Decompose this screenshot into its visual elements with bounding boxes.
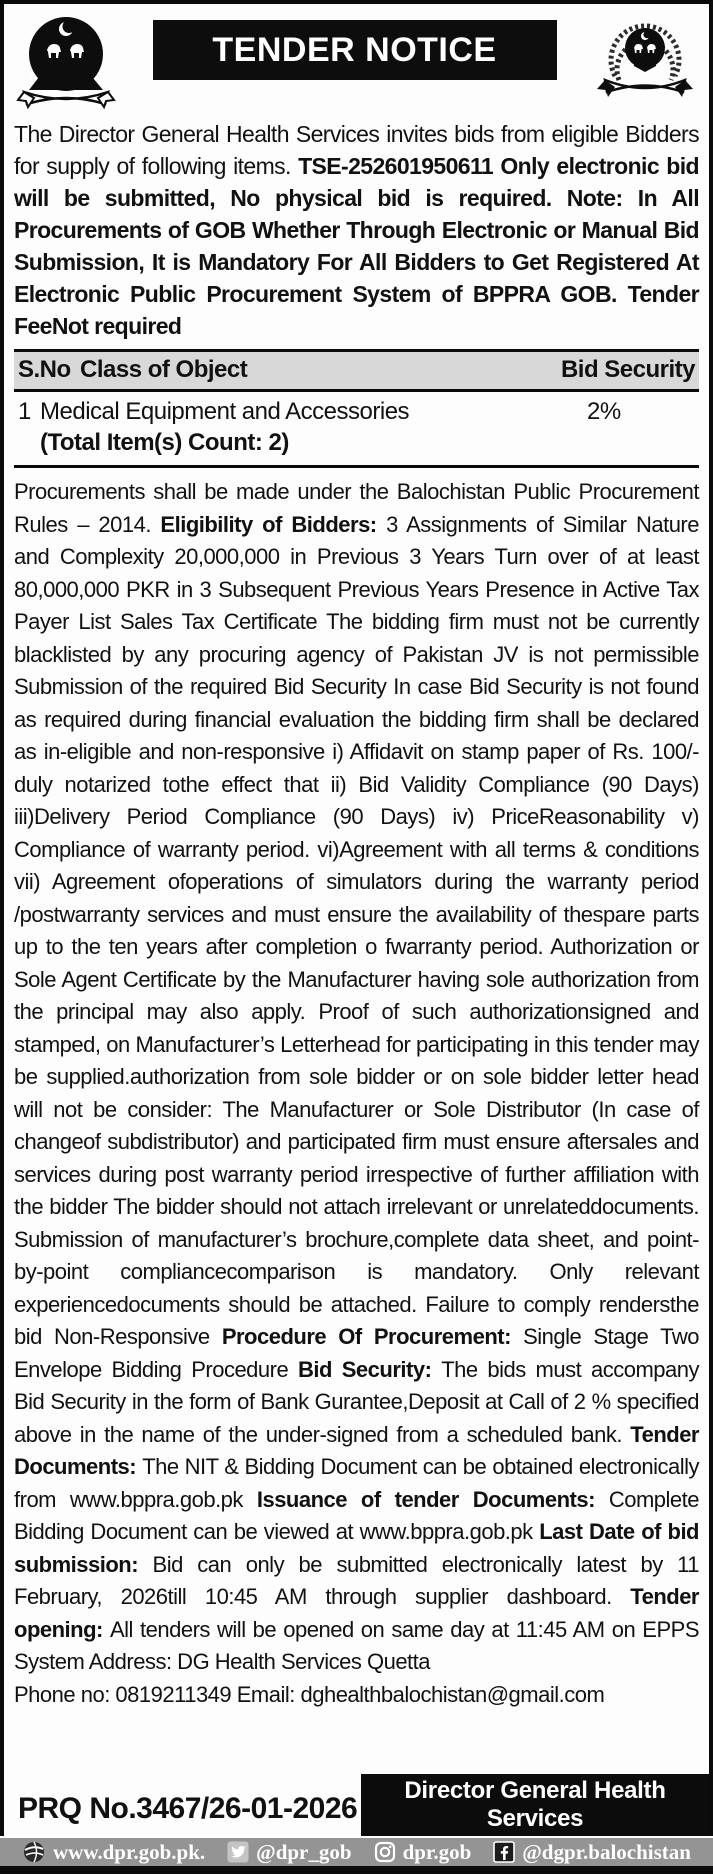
balochistan-government-emblem-icon <box>14 10 118 116</box>
website-item <box>22 1840 205 1865</box>
social-footer-bar <box>0 1836 713 1866</box>
text-segment: The Director General Health Services invites bids from eligible Bidders for supply of following items. <box>14 121 699 179</box>
text-segment: Complete Bidding Document can be viewed at www.bppra.gob.pk <box>14 1486 699 1544</box>
table-body <box>14 392 699 465</box>
facebook-handle: @dgpr.balochistan <box>522 1839 691 1864</box>
signature-row <box>14 1774 709 1836</box>
total-items-note: (Total Item(s) Count: 2) <box>40 429 289 456</box>
bold-text-segment: Last Date of bid submission: <box>14 1519 699 1577</box>
text-segment: Phone no: 0819211349 Email: dghealthbalochistan@gmail.com <box>14 1681 605 1707</box>
table-row <box>18 398 695 426</box>
conditions-paragraph <box>14 476 699 1711</box>
text-segment: The NIT & Bidding Document can be obtained electronically from www.bppra.gob.pk <box>14 1454 699 1512</box>
cell-bid-security: 2% <box>587 398 621 425</box>
text-segment: The bids must accompany Bid Security in the form of Bank Gurantee,Deposit at Call of 2 % specified above in the name of the under-signed from a scheduled bank. <box>14 1356 700 1447</box>
notice-header <box>14 10 699 116</box>
bold-text-segment: Eligibility of Bidders: <box>160 511 387 537</box>
signature-line-2: Services <box>486 1805 584 1832</box>
bold-text-segment: Tender opening: <box>14 1584 699 1642</box>
col-header-sno: S.No <box>18 356 71 383</box>
text-segment: 3 Assignments of Similar Nature and Complexity 20,000,000 in Previous 3 Years Turn over of at least 80,000,000 PKR in 3 Subsequent Previous Years Presence in Active Tax Payer List Sales Tax Certificate The bidding firm must not be currently blacklisted by any procuring agency of Pakistan JV is not permissible Submission of the required Bid Security In case Bid Security is not found as required during financial evaluation the bidding firm shall be declared as in-eligible and non-responsive i) Affidavit on stamp paper of Rs. 100/- duly notarized tothe effect that ii) Bid Validity Compliance (90 Days) iii)Delivery Period Compliance (90 Days) iv) PriceReasonability v) Compliance of warranty period. vi)Agreement with all terms & conditions vii) Agreement ofoperations of simulators during the warranty period /postwarranty services and must ensure the availability of thespare parts up to the ten years after completion o fwarranty period. Authorization or Sole Agent Certificate by the Manufacturer having sole authorization from the principal may also apply. Proof of such authorizationsigned and stamped, on Manufacturer’s Letterhead for participating in this tender may be supplied.authorization from sole bidder or on sole bidder letter head will not be consider: The Manufacturer or Sole Distributor (In case of changeof subdistributor) and participated firm must ensure aftersales and services during post warranty period irrespective of further affiliation with the bidder The bidder should not attach irrelevant or unrelateddocuments. Submission of manufacturer’s brochure,complete data sheet, and point-by-point compliancecomparison is mandatory. Only relevant experiencedocuments should be attached. Failure to comply rendersthe bid Non-Responsive <box>14 511 699 1349</box>
table-header-row <box>14 352 699 392</box>
bold-text-segment: Procedure Of Procurement: <box>221 1324 524 1349</box>
website-label: www.dpr.gob.pk. <box>53 1839 206 1864</box>
instagram-handle: dpr.gob <box>402 1839 472 1864</box>
intro-paragraph <box>14 118 699 342</box>
text-segment: Single Stage Two Envelope Bidding Procedure <box>14 1324 699 1382</box>
text-segment: Bid can only be submitted electronically latest by 11 February, 2026till 10:45 AM through supplier dashboard. <box>14 1551 699 1609</box>
twitter-icon <box>227 1841 249 1863</box>
facebook-icon <box>493 1841 515 1863</box>
items-table <box>14 349 699 468</box>
bold-text-segment: TSE-252601950611 Only electronic bid will be submitted, No physical bid is required. Note: In All Procurements of GOB Whether Through Electronic or Manual Bid Submission, It is Mandatory For All Bidders to Get Registered At Electronic Public Procurement System of BPPRA GOB. Tender FeeNot required <box>14 153 699 339</box>
twitter-item <box>227 1840 351 1865</box>
prq-number: PRQ No.3467/26-01-2026 <box>18 1792 358 1825</box>
health-department-emblem-icon <box>591 10 699 110</box>
instagram-item <box>374 1840 472 1865</box>
col-header-bid-security: Bid Security <box>560 356 695 383</box>
globe-icon <box>22 1840 46 1864</box>
cell-sno: 1 <box>18 398 31 425</box>
bold-text-segment: Issuance of tender Documents: <box>256 1486 609 1512</box>
signature-line-1: Director General Health <box>404 1777 666 1804</box>
bold-text-segment: Bid Security: <box>298 1356 442 1382</box>
facebook-item <box>493 1840 691 1865</box>
signature-box <box>361 1774 709 1836</box>
bottom-black-strip <box>0 1866 713 1874</box>
tender-notice-title: TENDER NOTICE <box>153 20 557 80</box>
col-header-class-of-object: Class of Object <box>80 356 248 383</box>
text-segment: Procurements shall be made under the Balochistan Public Procurement Rules – 2014. <box>14 479 699 537</box>
cell-class-of-object: Medical Equipment and Accessories <box>40 398 410 425</box>
text-segment: All tenders will be opened on same day at 11:45 AM on EPPS System Address: DG Health Services Quetta <box>14 1616 699 1674</box>
instagram-icon <box>374 1841 396 1863</box>
bold-text-segment: Tender Documents: <box>14 1421 699 1479</box>
twitter-handle: @dpr_gob <box>256 1839 352 1864</box>
